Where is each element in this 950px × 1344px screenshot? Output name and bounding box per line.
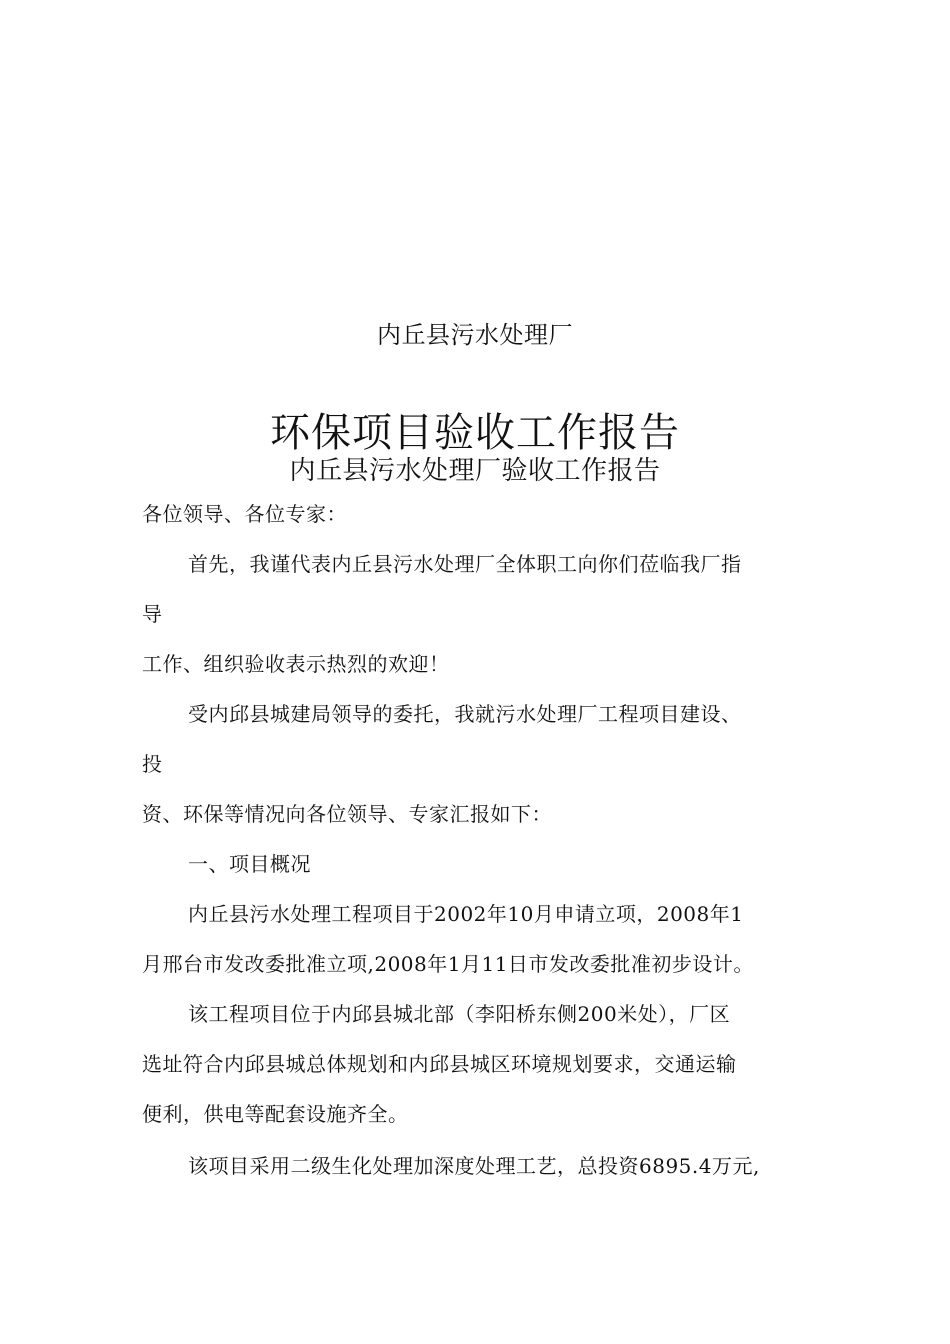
report-subtitle: 内丘县污水处理厂验收工作报告 — [289, 456, 661, 486]
paragraph-line: 资、环保等情况向各位领导、专家汇报如下： — [142, 802, 552, 826]
paragraph-line: 选址符合内邱县城总体规划和内邱县城区环境规划要求，交通运输 — [142, 1052, 737, 1076]
paragraph-line: 该工程项目位于内邱县城北部（李阳桥东侧200米处），厂区 — [188, 1002, 731, 1026]
paragraph-line: 工作、组织验收表示热烈的欢迎！ — [142, 652, 450, 676]
paragraph-line: 受内邱县城建局领导的委托，我就污水处理厂工程项目建设、 — [188, 702, 742, 726]
paragraph-line: 内丘县污水处理工程项目于2002年10月申请立项，2008年1 — [188, 902, 744, 926]
paragraph-line: 投 — [142, 752, 163, 776]
section-heading: 一、项目概况 — [188, 852, 311, 876]
organization-title: 内丘县污水处理厂 — [377, 321, 573, 349]
salutation: 各位领导、各位专家： — [142, 502, 347, 526]
report-title: 环保项目验收工作报告 — [270, 410, 680, 456]
paragraph-line: 月邢台市发改委批准立项,2008年1月11日市发改委批准初步设计。 — [142, 952, 754, 976]
paragraph-line: 导 — [142, 602, 163, 626]
paragraph-line: 便利，供电等配套设施齐全。 — [142, 1102, 409, 1126]
paragraph-line: 首先，我谨代表内丘县污水处理厂全体职工向你们莅临我厂指 — [188, 552, 742, 576]
paragraph-line: 该项目采用二级生化处理加深度处理工艺，总投资6895.4万元, — [188, 1154, 760, 1178]
